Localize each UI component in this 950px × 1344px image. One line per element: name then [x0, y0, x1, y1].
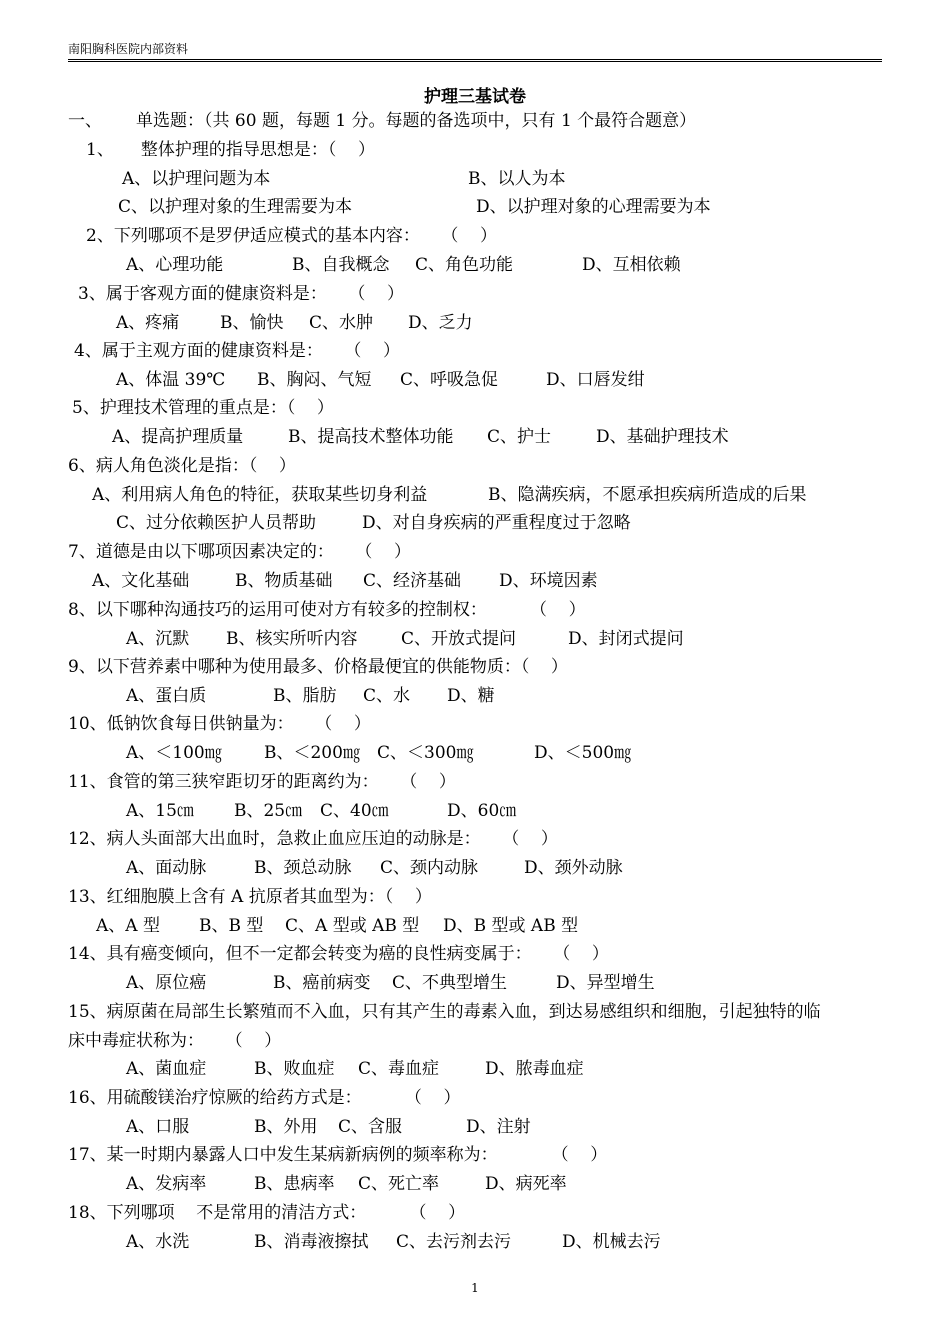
- exam-title: 护理三基试卷: [424, 87, 526, 107]
- page-header: 南阳胸科医院内部资料: [68, 42, 189, 56]
- question-stem: 15、病原菌在局部生长繁殖而不入血，只有其产生的毒素入血，到达易感组织和细胞，引起独特的临: [68, 1002, 821, 1022]
- answer-option: D、机械去污: [562, 1232, 661, 1252]
- answer-option: A、发病率: [126, 1174, 207, 1194]
- answer-option: D、异型增生: [556, 973, 655, 993]
- question-stem: 9、以下营养素中哪种为使用最多、价格最便宜的供能物质：（ ）: [68, 657, 568, 677]
- answer-option: A、利用病人角色的特征，获取某些切身利益: [92, 485, 428, 505]
- answer-option: A、水洗: [126, 1232, 190, 1252]
- answer-option: C、以护理对象的生理需要为本: [118, 197, 353, 217]
- answer-option: C、40㎝: [320, 801, 389, 821]
- answer-option: A、沉默: [126, 629, 190, 649]
- answer-option: C、水: [363, 686, 411, 706]
- answer-option: A、蛋白质: [126, 686, 207, 706]
- question-stem: 6、病人角色淡化是指：（ ）: [68, 456, 296, 476]
- question-stem: 17、某一时期内暴露人口中发生某病新病例的频率称为： （ ）: [68, 1145, 608, 1165]
- answer-option: C、含服: [338, 1117, 403, 1137]
- answer-option: B、愉快: [220, 313, 284, 333]
- answer-option: B、25㎝: [234, 801, 303, 821]
- answer-option: A、提高护理质量: [112, 427, 244, 447]
- answer-option: D、乏力: [408, 313, 473, 333]
- answer-option: A、原位癌: [126, 973, 207, 993]
- answer-option: A、A 型: [96, 916, 160, 936]
- answer-option: A、文化基础: [92, 571, 190, 591]
- answer-option: C、经济基础: [363, 571, 462, 591]
- question-stem: 7、道德是由以下哪项因素决定的： （ ）: [68, 542, 412, 562]
- question-stem: 2、下列哪项不是罗伊适应模式的基本内容： （ ）: [86, 226, 498, 246]
- question-stem: 1、 整体护理的指导思想是：（ ）: [86, 140, 375, 160]
- answer-option: B、自我概念: [292, 255, 390, 275]
- answer-option: D、对自身疾病的严重程度过于忽略: [362, 513, 631, 533]
- page-number: 1: [471, 1281, 479, 1295]
- answer-option: A、口服: [126, 1117, 190, 1137]
- question-stem: 18、下列哪项 不是常用的清洁方式： （ ）: [68, 1203, 466, 1223]
- answer-option: A、以护理问题为本: [122, 169, 271, 189]
- answer-option: B、癌前病变: [273, 973, 371, 993]
- section-number: 一、: [68, 111, 102, 131]
- question-stem: 16、用硫酸镁治疗惊厥的给药方式是： （ ）: [68, 1088, 461, 1108]
- answer-option: C、过分依赖医护人员帮助: [116, 513, 317, 533]
- answer-option: D、＜500㎎: [534, 743, 632, 763]
- question-stem: 11、食管的第三狭窄距切牙的距离约为： （ ）: [68, 772, 456, 792]
- answer-option: C、水肿: [309, 313, 374, 333]
- answer-option: A、15㎝: [126, 801, 194, 821]
- header-rule: [68, 59, 882, 62]
- question-stem: 5、护理技术管理的重点是：（ ）: [72, 398, 334, 418]
- answer-option: B、提高技术整体功能: [288, 427, 454, 447]
- answer-option: D、基础护理技术: [596, 427, 729, 447]
- answer-option: C、护士: [487, 427, 552, 447]
- answer-option: D、注射: [466, 1117, 531, 1137]
- answer-option: C、颈内动脉: [380, 858, 479, 878]
- answer-option: C、＜300㎎: [377, 743, 474, 763]
- answer-option: D、口唇发绀: [546, 370, 645, 390]
- answer-option: C、死亡率: [358, 1174, 440, 1194]
- answer-option: B、脂肪: [273, 686, 337, 706]
- answer-option: A、面动脉: [126, 858, 207, 878]
- answer-option: A、心理功能: [126, 255, 224, 275]
- question-stem: 12、病人头面部大出血时，急救止血应压迫的动脉是： （ ）: [68, 829, 558, 849]
- answer-option: D、60㎝: [447, 801, 517, 821]
- answer-option: D、病死率: [485, 1174, 567, 1194]
- answer-option: B、胸闷、气短: [257, 370, 372, 390]
- question-stem: 8、以下哪种沟通技巧的运用可使对方有较多的控制权： （ ）: [68, 600, 586, 620]
- answer-option: B、外用: [254, 1117, 318, 1137]
- answer-option: B、＜200㎎: [264, 743, 360, 763]
- answer-option: A、体温 39℃: [116, 370, 226, 390]
- answer-option: D、脓毒血症: [485, 1059, 584, 1079]
- answer-option: B、以人为本: [468, 169, 566, 189]
- answer-option: D、互相依赖: [582, 255, 681, 275]
- question-stem: 14、具有癌变倾向，但不一定都会转变为癌的良性病变属于： （ ）: [68, 944, 609, 964]
- answer-option: D、糖: [447, 686, 495, 706]
- question-stem: 10、低钠饮食每日供钠量为： （ ）: [68, 714, 371, 734]
- answer-option: B、隐满疾病，不愿承担疾病所造成的后果: [488, 485, 807, 505]
- question-stem: 13、红细胞膜上含有 A 抗原者其血型为：（ ）: [68, 887, 432, 907]
- answer-option: C、不典型增生: [392, 973, 508, 993]
- answer-option: B、物质基础: [235, 571, 333, 591]
- answer-option: B、消毒液擦拭: [254, 1232, 369, 1252]
- answer-option: B、患病率: [254, 1174, 335, 1194]
- answer-option: B、核实所听内容: [226, 629, 358, 649]
- answer-option: C、角色功能: [415, 255, 514, 275]
- answer-option: C、毒血症: [358, 1059, 440, 1079]
- answer-option: C、A 型或 AB 型: [285, 916, 420, 936]
- answer-option: D、颈外动脉: [524, 858, 623, 878]
- answer-option: B、败血症: [254, 1059, 335, 1079]
- question-stem-continued: 床中毒症状称为： （ ）: [68, 1031, 282, 1051]
- answer-option: D、以护理对象的心理需要为本: [476, 197, 711, 217]
- section-heading: 单选题：（共 60 题，每题 1 分。每题的备选项中，只有 1 个最符合题意）: [136, 111, 697, 131]
- answer-option: A、＜100㎎: [126, 743, 222, 763]
- answer-option: B、颈总动脉: [254, 858, 352, 878]
- answer-option: D、B 型或 AB 型: [443, 916, 579, 936]
- answer-option: D、封闭式提问: [568, 629, 684, 649]
- answer-option: A、菌血症: [126, 1059, 207, 1079]
- answer-option: C、去污剂去污: [396, 1232, 512, 1252]
- answer-option: D、环境因素: [499, 571, 598, 591]
- answer-option: C、呼吸急促: [400, 370, 499, 390]
- answer-option: B、B 型: [199, 916, 264, 936]
- answer-option: A、疼痛: [116, 313, 180, 333]
- answer-option: C、开放式提问: [401, 629, 517, 649]
- question-stem: 4、属于主观方面的健康资料是： （ ）: [74, 341, 401, 361]
- question-stem: 3、属于客观方面的健康资料是： （ ）: [78, 284, 405, 304]
